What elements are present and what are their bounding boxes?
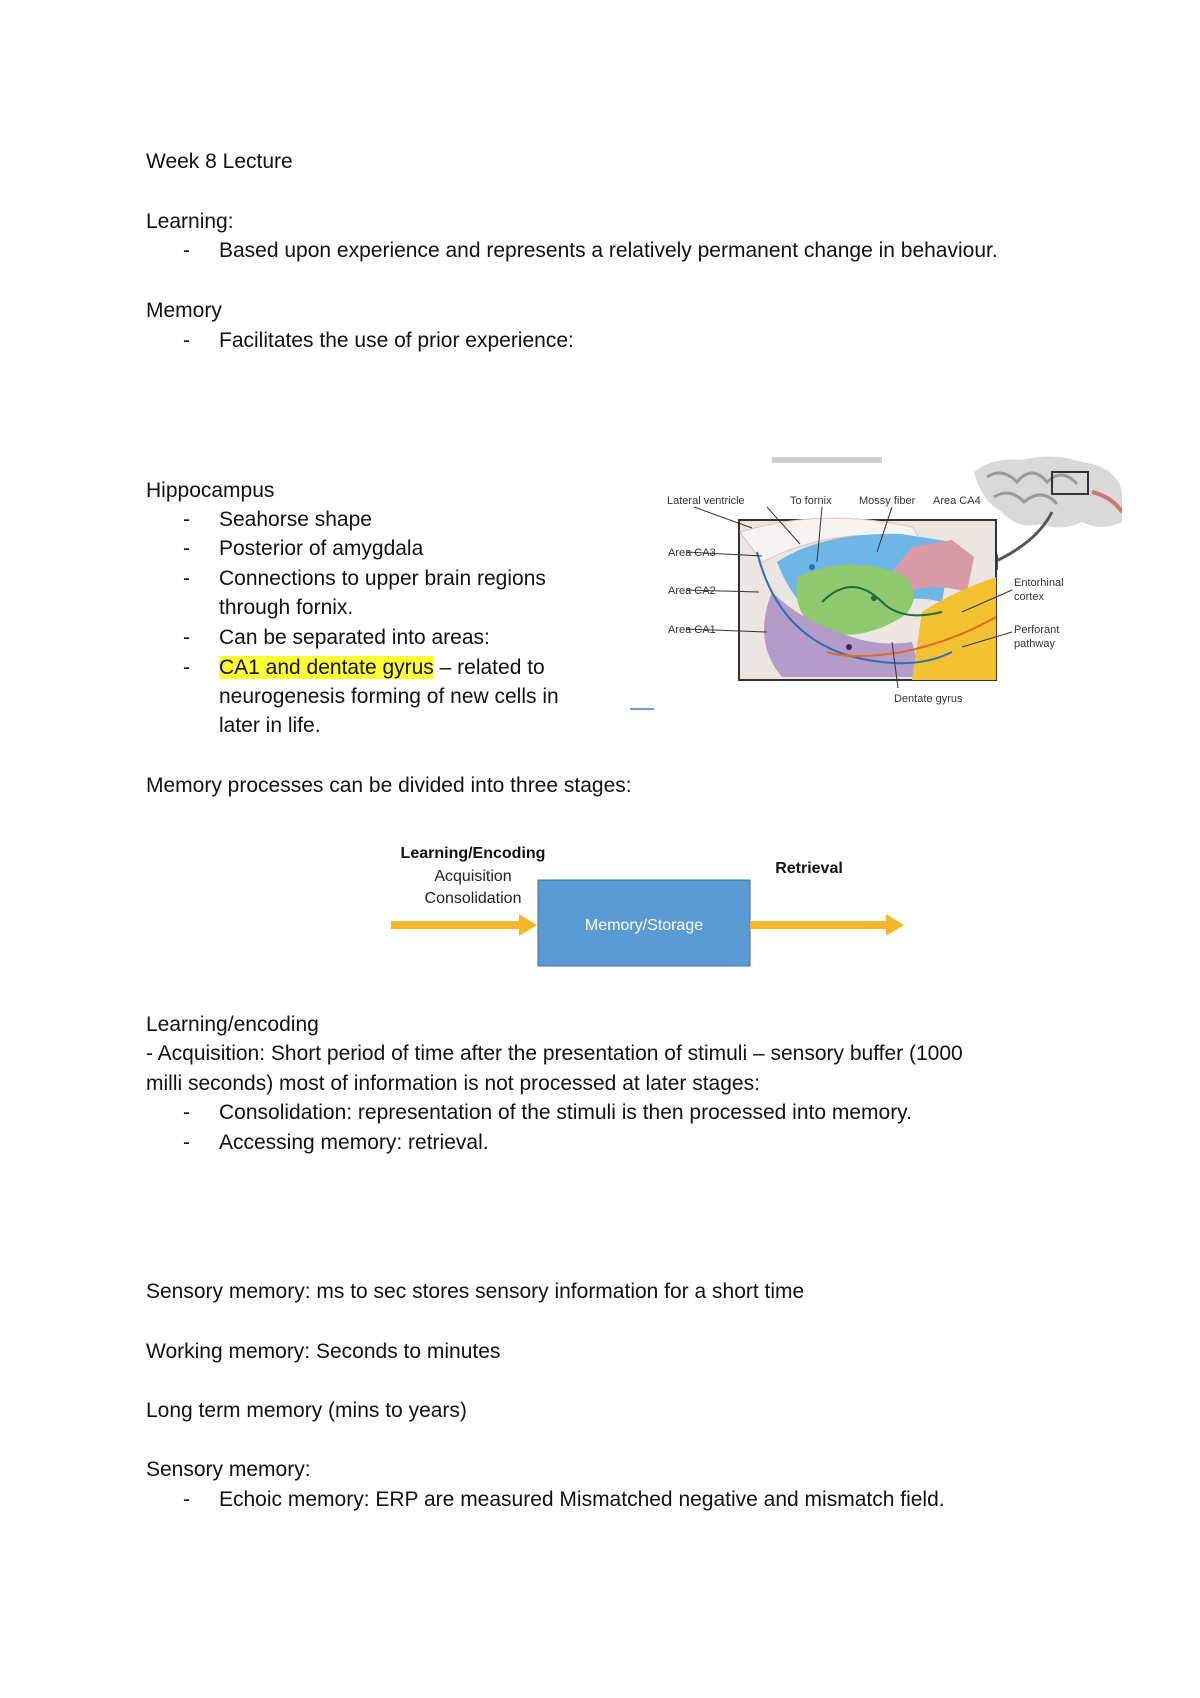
- bullet-dash: -: [183, 537, 190, 560]
- hippocampus-bullet: Can be separated into areas:: [219, 626, 490, 649]
- bullet-dash: -: [183, 626, 190, 649]
- diagram-encoding-label: Learning/Encoding: [400, 845, 546, 862]
- bullet-dash: -: [183, 329, 190, 352]
- label-area-ca2: Area CA2: [668, 585, 716, 597]
- encoding-arrow: [391, 921, 519, 929]
- hippocampus-heading: Hippocampus: [146, 479, 275, 502]
- memory-bullet: Facilitates the use of prior experience:: [219, 329, 574, 352]
- bullet-dash: -: [183, 1101, 190, 1124]
- label-entorhinal: Entorhinal: [1014, 577, 1064, 589]
- stages-intro: Memory processes can be divided into three stages:: [146, 774, 632, 797]
- hippocampus-bullet-cont: through fornix.: [219, 596, 354, 619]
- hippocampus-bullet: [219, 655, 545, 681]
- label-area-ca1: Area CA1: [668, 624, 716, 636]
- encoding-arrowhead: [519, 914, 537, 936]
- bullet-dash: -: [183, 656, 190, 679]
- bullet-dash: -: [183, 239, 190, 262]
- highlighted-term: CA1 and dentate gyrus: [219, 656, 434, 679]
- hippocampus-bullet: Posterior of amygdala: [219, 537, 424, 560]
- page-title: Week 8 Lecture: [146, 150, 293, 173]
- diagram-retrieval-label: Retrieval: [775, 860, 843, 877]
- memory-stages-diagram: [385, 840, 915, 975]
- hippocampus-bullet-cont: neurogenesis forming of new cells in: [219, 685, 559, 708]
- encoding-line: - Acquisition: Short period of time after the presentation of stimuli – sensory buffer (1000: [146, 1042, 963, 1065]
- hippocampus-bullet: Connections to upper brain regions: [219, 567, 546, 590]
- hippocampus-bullet-tail: – related to: [433, 656, 545, 679]
- divider-mark: [630, 708, 654, 710]
- label-dentate-gyrus: Dentate gyrus: [894, 693, 963, 705]
- learning-heading: Learning:: [146, 210, 234, 233]
- label-cortex: cortex: [1014, 591, 1044, 603]
- label-perforant: Perforant: [1014, 624, 1060, 636]
- sensory-heading: Sensory memory:: [146, 1458, 311, 1481]
- label-to-fornix: To fornix: [790, 495, 832, 507]
- encoding-bullet: Accessing memory: retrieval.: [219, 1131, 489, 1154]
- diagram-consolidation-label: Consolidation: [424, 890, 522, 907]
- bullet-dash: -: [183, 1131, 190, 1154]
- memory-heading: Memory: [146, 299, 222, 322]
- long-term-memory-line: Long term memory (mins to years): [146, 1399, 467, 1422]
- learning-bullet: Based upon experience and represents a relatively permanent change in behaviour.: [219, 239, 998, 262]
- diagram-storage-label: Memory/Storage: [584, 917, 704, 934]
- bullet-dash: -: [183, 567, 190, 590]
- encoding-line: milli seconds) most of information is not processed at later stages:: [146, 1072, 760, 1095]
- diagram-acquisition-label: Acquisition: [434, 868, 512, 885]
- label-mossy-fiber: Mossy fiber: [859, 495, 916, 507]
- retrieval-arrowhead: [886, 914, 904, 936]
- sensory-bullet: Echoic memory: ERP are measured Mismatched negative and mismatch field.: [219, 1488, 945, 1511]
- label-lateral-ventricle: Lateral ventricle: [667, 495, 745, 507]
- label-pathway: pathway: [1014, 638, 1055, 650]
- hippocampus-bullet: Seahorse shape: [219, 508, 372, 531]
- working-memory-line: Working memory: Seconds to minutes: [146, 1340, 501, 1363]
- hippocampus-figure: [622, 452, 1122, 722]
- retrieval-arrow: [750, 921, 886, 929]
- encoding-heading: Learning/encoding: [146, 1013, 319, 1036]
- label-area-ca4: Area CA4: [933, 495, 981, 507]
- bullet-dash: -: [183, 1488, 190, 1511]
- encoding-bullet: Consolidation: representation of the stimuli is then processed into memory.: [219, 1101, 912, 1124]
- hippocampus-bullet-cont: later in life.: [219, 714, 321, 737]
- sensory-memory-line: Sensory memory: ms to sec stores sensory information for a short time: [146, 1280, 805, 1303]
- bullet-dash: -: [183, 508, 190, 531]
- label-area-ca3: Area CA3: [668, 547, 716, 559]
